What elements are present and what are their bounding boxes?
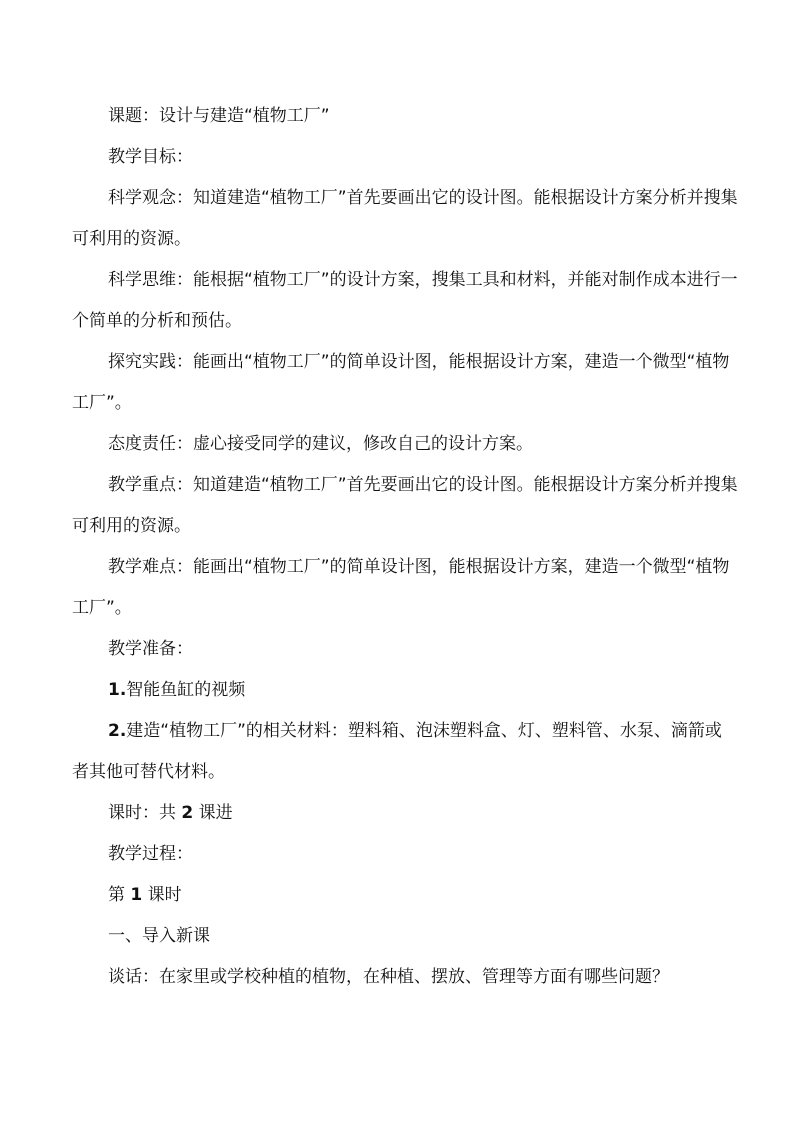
objective-attitude: 态度责任：虚心接受同学的建议，修改自己的设计方案。 (108, 434, 533, 454)
preparation-heading: 教学准备： (108, 639, 193, 659)
prep-item-2-number: 2. (108, 721, 127, 741)
prep-item-2-text: 建造“植物工厂”的相关材料：塑料箱、泡沫塑料盒、灯、塑料管、水泵、滴箭或者其他可替代材料。 (72, 721, 722, 782)
key-points: 教学重点：知道建造“植物工厂”首先要画出它的设计图。能根据设计方案分析并搜集可利用的资源。 (72, 475, 738, 536)
hours-number: 2 (181, 803, 194, 823)
lesson-number-value: 1 (130, 885, 143, 905)
talk-prompt: 谈话：在家里或学校种植的植物，在种植、摆放、管理等方面有哪些问题？ (108, 967, 669, 987)
objective-science-concept: 科学观念：知道建造“植物工厂”首先要画出它的设计图。能根据设计方案分析并搜集可利用的资源。 (72, 188, 738, 249)
document-body (72, 96, 738, 998)
hours-suffix: 课进 (198, 803, 233, 823)
section-intro: 一、导入新课 (108, 926, 210, 946)
lesson-prefix: 第 (108, 885, 125, 905)
hours-prefix: 课时：共 (108, 803, 176, 823)
objective-science-thinking: 科学思维：能根据“植物工厂”的设计方案，搜集工具和材料，并能对制作成本进行一个简单的分析和预估。 (72, 270, 738, 331)
prep-item-1-text: 智能鱼缸的视频 (126, 680, 246, 700)
lesson-hours (72, 793, 738, 834)
lesson-suffix: 课时 (147, 885, 182, 905)
objectives-heading: 教学目标： (108, 147, 193, 167)
prep-item-1 (72, 670, 738, 711)
process-heading: 教学过程： (108, 844, 193, 864)
lesson-number (72, 875, 738, 916)
objective-inquiry-practice: 探究实践：能画出“植物工厂”的简单设计图，能根据设计方案，建造一个微型“植物工厂”。 (72, 352, 730, 413)
prep-item-1-number: 1. (108, 680, 127, 700)
prep-item-2 (72, 711, 738, 793)
lesson-title: 课题：设计与建造“植物工厂” (108, 106, 330, 126)
difficult-points: 教学难点：能画出“植物工厂”的简单设计图，能根据设计方案，建造一个微型“植物工厂”。 (72, 557, 730, 618)
